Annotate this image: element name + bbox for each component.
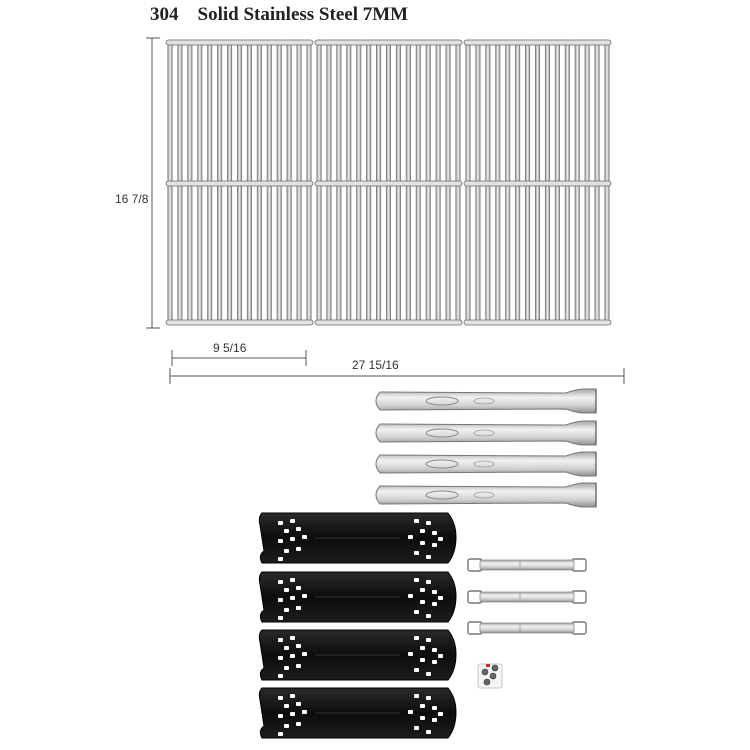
- cooking-grate: [315, 40, 462, 325]
- burner-tube: [376, 421, 596, 445]
- crossover-tubes: [468, 559, 586, 634]
- cooking-grates: [166, 40, 611, 325]
- cooking-grate: [166, 40, 313, 325]
- heat-plate: [259, 513, 456, 563]
- heat-plate: [259, 688, 456, 738]
- height-dimension-label: 16 7/8: [115, 192, 149, 206]
- grate-width-dimension-label: 9 5/16: [213, 341, 247, 355]
- burner-tube: [376, 483, 596, 507]
- screw-pack: [478, 664, 502, 688]
- burner-tube: [376, 389, 596, 413]
- heat-plate: [259, 572, 456, 622]
- burner-tube: [376, 452, 596, 476]
- burner-tubes: [376, 389, 596, 507]
- total-width-dimension-label: 27 15/16: [352, 358, 399, 372]
- heat-plate: [259, 630, 456, 680]
- product-title: 304 Solid Stainless Steel 7MM: [150, 4, 409, 25]
- crossover-tube: [468, 559, 586, 571]
- heat-plates: [259, 513, 456, 738]
- hardware-pack: [478, 664, 502, 688]
- cooking-grate: [464, 40, 611, 325]
- crossover-tube: [468, 591, 586, 603]
- crossover-tube: [468, 622, 586, 634]
